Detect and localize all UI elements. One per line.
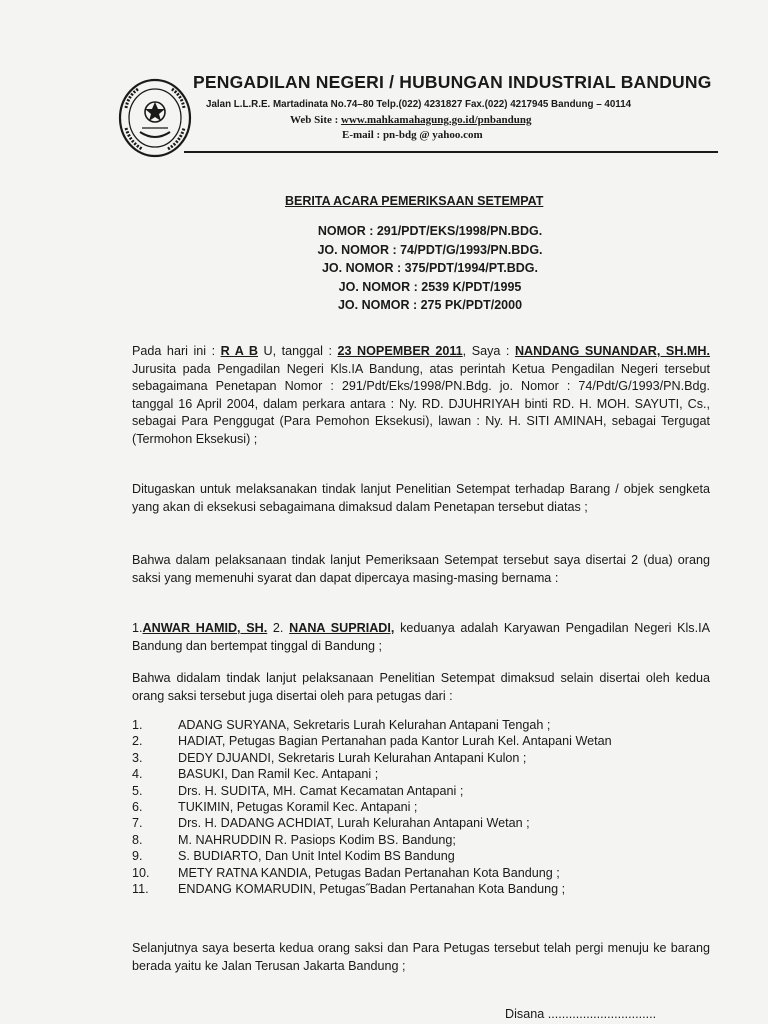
letterhead-divider [184, 151, 718, 153]
list-number: 1. [132, 718, 143, 732]
case-number: JO. NOMOR : 74/PDT/G/1993/PN.BDG. [317, 242, 543, 257]
closing-paragraph: Selanjutnya saya beserta kedua orang saksi dan Para Petugas tersebut telah pergi menuju ke barang berada yaitu ke Jalan Terusan Jakarta Bandung ; [132, 941, 710, 973]
case-number: JO. NOMOR : 375/PDT/1994/PT.BDG. [321, 261, 539, 275]
list-number: 11. [132, 882, 149, 897]
list-number: 9. [132, 849, 143, 864]
list-item [132, 881, 712, 897]
list-number: 2. [132, 734, 143, 749]
opening-paragraph [132, 343, 710, 449]
witness-paragraph [132, 620, 710, 655]
list-item [132, 750, 712, 766]
case-numbers [250, 222, 610, 315]
list-number: 5. [132, 783, 143, 798]
witness-intro-paragraph: Bahwa dalam pelaksanaan tindak lanjut Pemeriksaan Setempat tersebut saya disertai 2 (dua) orang saksi yang memenuhi syarat dan dapat dipercaya masing-masing bernama : [132, 553, 710, 585]
list-text: ADANG SURYANA, Sekretaris Lurah Kelurahan Antapani Tengah ; [178, 718, 551, 732]
list-item [132, 815, 712, 831]
list-item [132, 832, 712, 848]
day-name: R A B [220, 344, 259, 358]
list-item [132, 799, 712, 815]
list-text: HADIAT, Petugas Bagian Pertanahan pada Kantor Lurah Kel. Antapani Wetan [178, 734, 612, 749]
list-text: METY RATNA KANDIA, Petugas Badan Pertanahan Kota Bandung ; [178, 865, 560, 880]
list-text: BASUKI, Dan Ramil Kec. Antapani ; [178, 767, 379, 782]
list-number: 3. [132, 750, 143, 765]
officer-list [132, 717, 712, 897]
list-text: Drs. H. SUDITA, MH. Camat Kecamatan Antapani ; [178, 783, 464, 798]
list-item [132, 717, 712, 733]
case-number: JO. NOMOR : 275 PK/PDT/2000 [337, 298, 523, 312]
list-text: TUKIMIN, Petugas Koramil Kec. Antapani ; [178, 800, 418, 815]
website-label: Web Site : [290, 114, 339, 126]
text-segment: , Saya : [462, 344, 515, 358]
assignment-paragraph: Ditugaskan untuk melaksanakan tindak lanjut Penelitian Setempat terhadap Barang / objek sengketa yang akan di eksekusi sebagaimana dimaksud dalam Penetapan tersebut diatas ; [132, 482, 710, 514]
witness-number: 2. [267, 621, 290, 635]
list-number: 4. [132, 767, 143, 782]
list-item [132, 865, 712, 881]
witness-number: 1. [132, 621, 143, 635]
list-item [132, 733, 712, 749]
court-seal-icon [118, 78, 192, 158]
website-link[interactable]: www.mahkamahagung.go.id/pnbandung [341, 114, 532, 126]
case-number: JO. NOMOR : 2539 K/PDT/1995 [338, 279, 522, 294]
list-number: 7. [132, 816, 143, 831]
text-segment: Pada hari ini : [132, 344, 221, 358]
court-email: E-mail : pn-bdg @ yahoo.com [342, 129, 483, 141]
text-segment: keduanya adalah Karyawan Pengadilan Negeri Kls.IA Bandung dan bertempat tinggal di Bandung ; [132, 621, 710, 653]
list-item [132, 783, 712, 799]
list-text: S. BUDIARTO, Dan Unit Intel Kodim BS Bandung [178, 849, 455, 864]
list-text: ENDANG KOMARUDIN, Petugas˝Badan Pertanahan Kota Bandung ; [178, 882, 566, 897]
date: 23 NOPEMBER 2011 [337, 344, 463, 358]
text-segment: U, tanggal : [258, 344, 338, 358]
text-segment: Jurusita pada Pengadilan Negeri Kls.IA Bandung, atas perintah Ketua Pengadilan Negeri tersebut sebagaimana Penetapan Nomor : 291/Pdt/Eks/1998/PN.Bdg. jo. Nomor : 74/Pdt/G/1993/PN.Bdg. tanggal 16 April 2004, dalam perkara antara : Ny. RD. DJUHRIYAH binti RD. H. MOH. SAYUTI, Cs., sebagai Para Penggugat (Para Pemohon Eksekusi), lawan : Ny. H. SITI AMINAH, sebagai Tergugat (Termohon Eksekusi) ; [132, 361, 710, 446]
list-text: M. NAHRUDDIN R. Pasiops Kodim BS. Bandung; [178, 832, 456, 847]
list-item [132, 848, 712, 864]
bailiff-name: NANDANG SUNANDAR, SH.MH. [514, 344, 711, 358]
court-name: PENGADILAN NEGERI / HUBUNGAN INDUSTRIAL BANDUNG [193, 72, 712, 92]
list-text: Drs. H. DADANG ACHDIAT, Lurah Kelurahan Antapani Wetan ; [178, 816, 530, 831]
court-address: Jalan L.L.R.E. Martadinata No.74–80 Telp.(022) 4231827 Fax.(022) 4217945 Bandung – 40114 [206, 99, 632, 110]
officers-intro-paragraph: Bahwa didalam tindak lanjut pelaksanaan Penelitian Setempat dimaksud selain disertai oleh kedua orang saksi tersebut juga disertai oleh para petugas dari : [132, 671, 710, 703]
document-title: BERITA ACARA PEMERIKSAAN SETEMPAT [285, 194, 544, 208]
location-line: Disana ............................... [505, 1007, 657, 1021]
list-number: 8. [132, 832, 143, 847]
list-text: DEDY DJUANDI, Sekretaris Lurah Kelurahan Antapani Kulon ; [178, 750, 527, 765]
list-number: 6. [132, 800, 143, 815]
witness-name: NANA SUPRIADI, [289, 621, 395, 635]
list-number: 10. [132, 865, 150, 880]
list-item [132, 766, 712, 782]
court-website [290, 114, 531, 126]
case-number: NOMOR : 291/PDT/EKS/1998/PN.BDG. [317, 224, 543, 238]
witness-name: ANWAR HAMID, SH. [142, 621, 268, 635]
